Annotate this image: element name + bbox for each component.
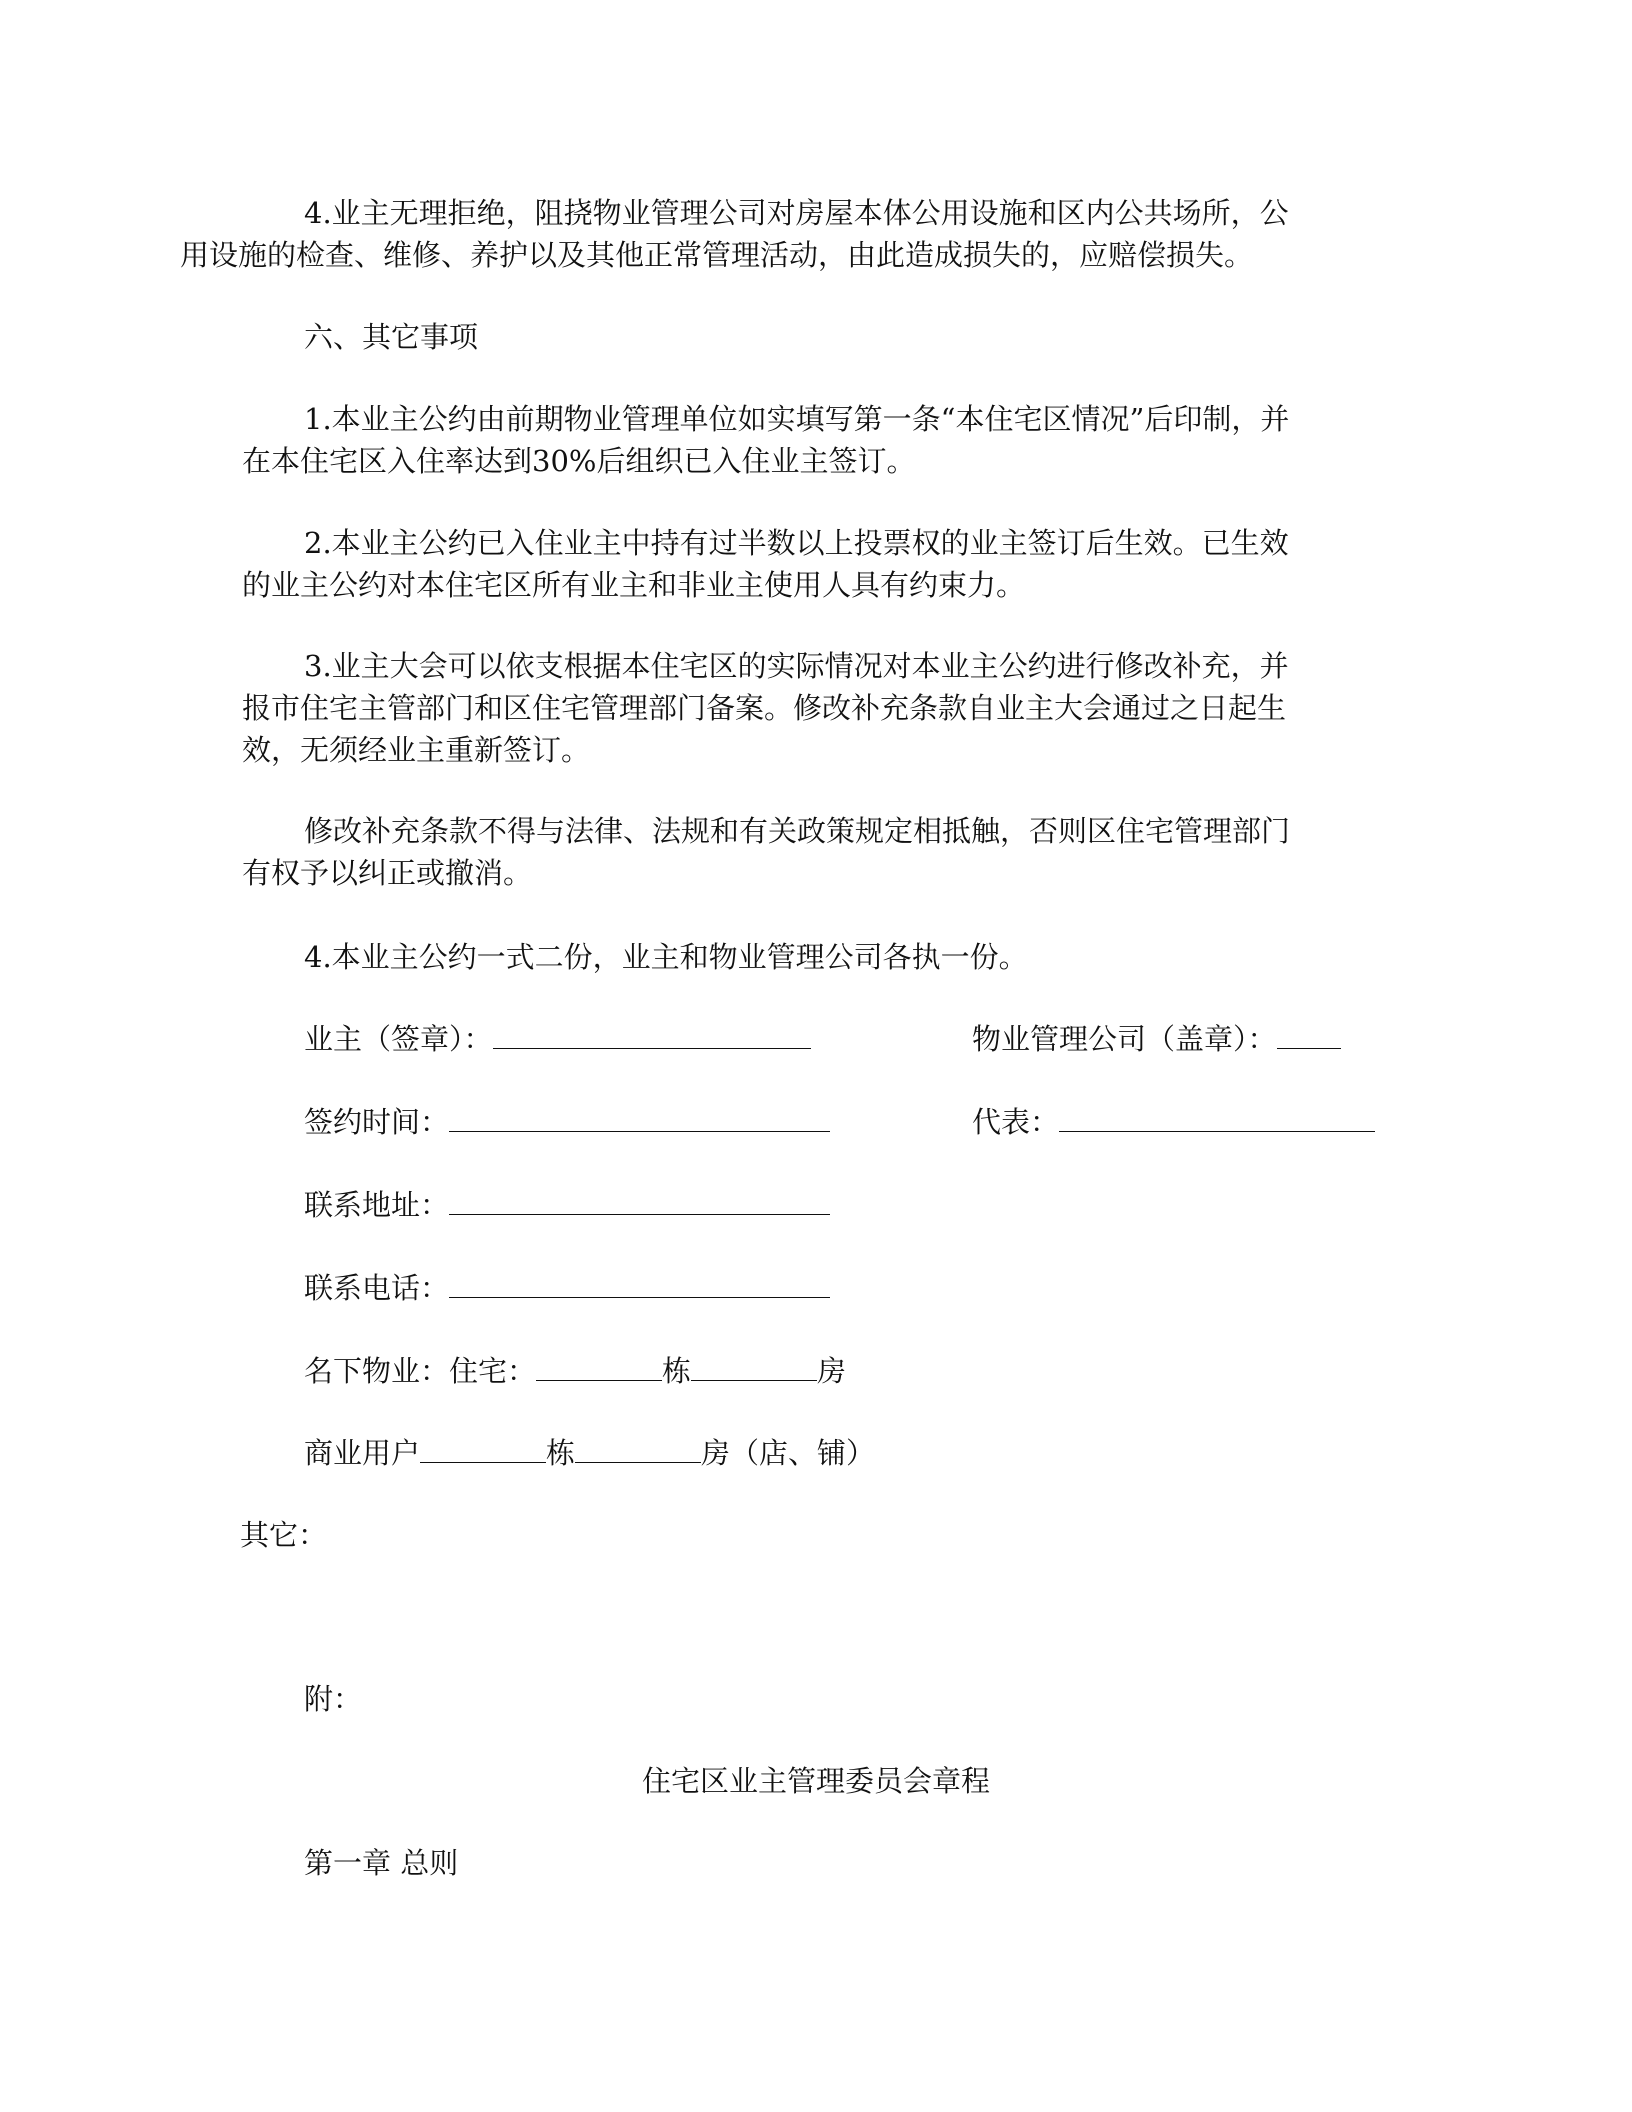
phone-row [304,1267,830,1309]
representative-line[interactable] [1059,1101,1375,1132]
paragraph-line: 3.业主大会可以依支根据本住宅区的实际情况对本业主公约进行修改补充，并 [304,649,1289,683]
other-label: 其它： [240,1518,328,1552]
item-1 [242,398,1289,482]
property-room-line[interactable] [691,1350,817,1381]
paragraph-line: 4.业主无理拒绝，阻挠物业管理公司对房屋本体公用设施和区内公共场所，公 [304,196,1289,230]
chapter-heading: 第一章 总则 [304,1846,459,1880]
paragraph-line: 用设施的检查、维修、养护以及其他正常管理活动，由此造成损失的，应赔偿损失。 [180,238,1254,272]
property-row [304,1350,846,1392]
appendix-label: 附： [304,1682,363,1716]
shop-suffix: 房（店、铺） [701,1436,876,1470]
paragraph-line: 在本住宅区入住率达到30%后组织已入住业主签订。 [242,444,916,478]
paragraph-line: 有权予以纠正或撤消。 [242,856,533,890]
building-label: 栋 [662,1354,692,1388]
phone-line[interactable] [449,1267,830,1298]
representative-label: 代表： [972,1105,1060,1139]
sign-date-row [304,1101,830,1143]
sign-date-label: 签约时间： [304,1105,450,1139]
building-label: 栋 [546,1436,576,1470]
phone-label: 联系电话： [304,1271,450,1305]
commercial-row [304,1432,875,1474]
paragraph-line: 2.本业主公约已入住业主中持有过半数以上投票权的业主签订后生效。已生效 [304,526,1289,560]
company-seal-line[interactable] [1277,1018,1341,1049]
owner-signature-row [304,1018,811,1060]
paragraph-line: 的业主公约对本住宅区所有业主和非业主使用人具有约束力。 [242,568,1026,602]
representative-row [972,1101,1375,1143]
item-3 [242,645,1289,771]
commercial-room-line[interactable] [575,1432,701,1463]
paragraph-4 [180,192,1384,276]
owner-signature-line[interactable] [493,1018,811,1049]
paragraph-line: 效，无须经业主重新签订。 [242,733,591,767]
appendix-title: 住宅区业主管理委员会章程 [641,1764,990,1798]
property-label: 名下物业：住宅： [304,1354,537,1388]
section-heading: 六、其它事项 [304,320,479,354]
sign-date-line[interactable] [449,1101,830,1132]
item-2 [242,522,1289,606]
commercial-label: 商业用户 [304,1436,421,1470]
paragraph-line: 报市住宅主管部门和区住宅管理部门备案。修改补充条款自业主大会通过之日起生 [242,691,1287,725]
paragraph-line: 修改补充条款不得与法律、法规和有关政策规定相抵触，否则区住宅管理部门 [304,814,1291,848]
property-building-line[interactable] [536,1350,662,1381]
room-label: 房 [817,1354,847,1388]
commercial-building-line[interactable] [420,1432,546,1463]
address-label: 联系地址： [304,1188,450,1222]
owner-label: 业主（签章）： [304,1022,493,1056]
address-row [304,1184,830,1226]
paragraph-line: 1.本业主公约由前期物业管理单位如实填写第一条“本住宅区情况”后印制，并 [304,402,1290,436]
address-line[interactable] [449,1184,830,1215]
amendment-note [242,810,1290,894]
item-4: 4.本业主公约一式二份，业主和物业管理公司各执一份。 [304,940,1028,974]
company-seal-row [972,1018,1341,1060]
company-label: 物业管理公司（盖章）： [972,1022,1277,1056]
